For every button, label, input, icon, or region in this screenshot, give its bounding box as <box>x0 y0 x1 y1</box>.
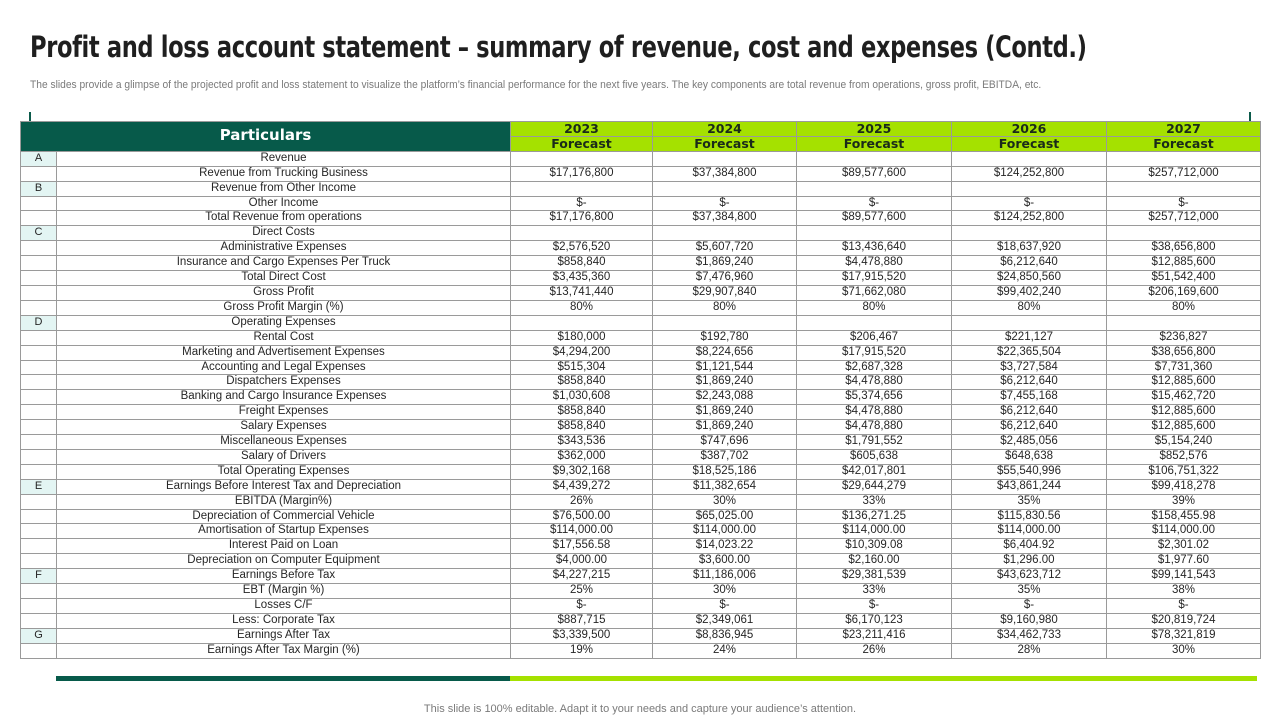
value-cell-2027: 80% <box>1107 300 1261 315</box>
section-letter <box>21 196 57 211</box>
value-cell-2027: $15,462,720 <box>1107 390 1261 405</box>
value-cell-2026: $43,861,244 <box>952 479 1107 494</box>
row-label: Revenue from Other Income <box>57 181 511 196</box>
value-cell-2026: $43,623,712 <box>952 569 1107 584</box>
value-cell-2024: $14,023.22 <box>653 539 797 554</box>
value-cell-2026 <box>952 226 1107 241</box>
value-cell-2023: $4,000.00 <box>511 554 653 569</box>
bottom-accent-bar-green <box>510 676 1257 681</box>
value-cell-2023: $3,435,360 <box>511 271 653 286</box>
value-cell-2024: $192,780 <box>653 330 797 345</box>
value-cell-2023: $17,556.58 <box>511 539 653 554</box>
value-cell-2025: $206,467 <box>797 330 952 345</box>
row-label: Direct Costs <box>57 226 511 241</box>
value-cell-2024: $2,349,061 <box>653 613 797 628</box>
value-cell-2025: 33% <box>797 584 952 599</box>
value-cell-2027: $236,827 <box>1107 330 1261 345</box>
section-letter <box>21 599 57 614</box>
value-cell-2025: $23,211,416 <box>797 628 952 643</box>
table-row <box>21 151 1261 166</box>
value-cell-2027: 30% <box>1107 643 1261 658</box>
row-label: Revenue <box>57 151 511 166</box>
value-cell-2024: $5,607,720 <box>653 241 797 256</box>
value-cell-2024: $114,000.00 <box>653 524 797 539</box>
row-label: Administrative Expenses <box>57 241 511 256</box>
table-row <box>21 509 1261 524</box>
value-cell-2023: $17,176,800 <box>511 211 653 226</box>
value-cell-2023: $114,000.00 <box>511 524 653 539</box>
section-letter <box>21 509 57 524</box>
value-cell-2027: 39% <box>1107 494 1261 509</box>
table-row <box>21 300 1261 315</box>
value-cell-2023: $76,500.00 <box>511 509 653 524</box>
row-label: Interest Paid on Loan <box>57 539 511 554</box>
section-letter <box>21 271 57 286</box>
value-cell-2027: $- <box>1107 599 1261 614</box>
section-letter <box>21 256 57 271</box>
table-row <box>21 345 1261 360</box>
section-letter <box>21 584 57 599</box>
value-cell-2027: $5,154,240 <box>1107 435 1261 450</box>
value-cell-2027: $1,977.60 <box>1107 554 1261 569</box>
table-row <box>21 539 1261 554</box>
value-cell-2023: $13,741,440 <box>511 285 653 300</box>
value-cell-2026: $34,462,733 <box>952 628 1107 643</box>
forecast-header: Forecast <box>653 136 797 151</box>
value-cell-2024: $1,869,240 <box>653 420 797 435</box>
value-cell-2023: $858,840 <box>511 405 653 420</box>
value-cell-2023: $858,840 <box>511 420 653 435</box>
value-cell-2026: 28% <box>952 643 1107 658</box>
value-cell-2027 <box>1107 315 1261 330</box>
table-row <box>21 420 1261 435</box>
table-row <box>21 271 1261 286</box>
value-cell-2024: $1,121,544 <box>653 360 797 375</box>
value-cell-2025: $2,687,328 <box>797 360 952 375</box>
value-cell-2023 <box>511 151 653 166</box>
row-label: Amortisation of Startup Expenses <box>57 524 511 539</box>
row-label: Total Operating Expenses <box>57 464 511 479</box>
value-cell-2025: $71,662,080 <box>797 285 952 300</box>
value-cell-2024: $1,869,240 <box>653 375 797 390</box>
value-cell-2027: $2,301.02 <box>1107 539 1261 554</box>
value-cell-2026: $55,540,996 <box>952 464 1107 479</box>
table-row <box>21 584 1261 599</box>
table-row <box>21 211 1261 226</box>
table-row <box>21 226 1261 241</box>
value-cell-2027: $257,712,000 <box>1107 211 1261 226</box>
value-cell-2024 <box>653 315 797 330</box>
table-row <box>21 375 1261 390</box>
value-cell-2025: $- <box>797 196 952 211</box>
value-cell-2023 <box>511 226 653 241</box>
section-letter <box>21 524 57 539</box>
value-cell-2025: $29,644,279 <box>797 479 952 494</box>
value-cell-2026: $24,850,560 <box>952 271 1107 286</box>
value-cell-2023: $2,576,520 <box>511 241 653 256</box>
value-cell-2027: $20,819,724 <box>1107 613 1261 628</box>
row-label: Dispatchers Expenses <box>57 375 511 390</box>
year-header-2027: 2027 <box>1107 122 1261 137</box>
value-cell-2026: $- <box>952 196 1107 211</box>
row-label: Marketing and Advertisement Expenses <box>57 345 511 360</box>
table-row <box>21 464 1261 479</box>
value-cell-2023: $343,536 <box>511 435 653 450</box>
value-cell-2027: $106,751,322 <box>1107 464 1261 479</box>
section-letter <box>21 420 57 435</box>
value-cell-2027: $78,321,819 <box>1107 628 1261 643</box>
value-cell-2025: $4,478,880 <box>797 405 952 420</box>
section-letter <box>21 449 57 464</box>
value-cell-2025 <box>797 315 952 330</box>
table-body <box>21 151 1261 658</box>
value-cell-2024: 30% <box>653 494 797 509</box>
value-cell-2025: $1,791,552 <box>797 435 952 450</box>
value-cell-2023: $9,302,168 <box>511 464 653 479</box>
value-cell-2027: $51,542,400 <box>1107 271 1261 286</box>
row-label: Operating Expenses <box>57 315 511 330</box>
value-cell-2027 <box>1107 181 1261 196</box>
value-cell-2026: $114,000.00 <box>952 524 1107 539</box>
table-row <box>21 256 1261 271</box>
value-cell-2025: $4,478,880 <box>797 375 952 390</box>
value-cell-2025: $114,000.00 <box>797 524 952 539</box>
row-label: EBT (Margin %) <box>57 584 511 599</box>
table-row <box>21 449 1261 464</box>
row-label: Accounting and Legal Expenses <box>57 360 511 375</box>
value-cell-2026: $6,404.92 <box>952 539 1107 554</box>
section-letter <box>21 643 57 658</box>
table-row <box>21 241 1261 256</box>
value-cell-2026: $648,638 <box>952 449 1107 464</box>
value-cell-2023: $858,840 <box>511 256 653 271</box>
value-cell-2027: $12,885,600 <box>1107 420 1261 435</box>
value-cell-2024: $11,186,006 <box>653 569 797 584</box>
value-cell-2026: $6,212,640 <box>952 420 1107 435</box>
value-cell-2026: $7,455,168 <box>952 390 1107 405</box>
slide-title: Profit and loss account statement – summary of revenue, cost and expenses (Contd.) <box>30 30 1087 64</box>
row-label: EBITDA (Margin%) <box>57 494 511 509</box>
value-cell-2026: $99,402,240 <box>952 285 1107 300</box>
section-letter <box>21 494 57 509</box>
value-cell-2023: $4,439,272 <box>511 479 653 494</box>
table-row <box>21 330 1261 345</box>
value-cell-2024: $1,869,240 <box>653 256 797 271</box>
section-letter: F <box>21 569 57 584</box>
value-cell-2025: $- <box>797 599 952 614</box>
value-cell-2023: $362,000 <box>511 449 653 464</box>
value-cell-2025 <box>797 151 952 166</box>
section-letter: C <box>21 226 57 241</box>
year-header-2026: 2026 <box>952 122 1107 137</box>
value-cell-2026 <box>952 181 1107 196</box>
value-cell-2023 <box>511 181 653 196</box>
value-cell-2027: $852,576 <box>1107 449 1261 464</box>
value-cell-2026: 80% <box>952 300 1107 315</box>
value-cell-2025: $4,478,880 <box>797 420 952 435</box>
value-cell-2024: $8,836,945 <box>653 628 797 643</box>
table-row <box>21 599 1261 614</box>
value-cell-2025: $17,915,520 <box>797 345 952 360</box>
bottom-accent-bar-dark <box>56 676 510 681</box>
value-cell-2026: $1,296.00 <box>952 554 1107 569</box>
value-cell-2027 <box>1107 226 1261 241</box>
value-cell-2026: $9,160,980 <box>952 613 1107 628</box>
value-cell-2026: $6,212,640 <box>952 405 1107 420</box>
section-letter <box>21 211 57 226</box>
slide-subtitle: The slides provide a glimpse of the projected profit and loss statement to visualize the platform’s financial performance for the next five years. The key components are total revenue from operations, gross profit, EBITDA, etc. <box>30 79 1042 91</box>
row-label: Gross Profit Margin (%) <box>57 300 511 315</box>
value-cell-2023: 80% <box>511 300 653 315</box>
value-cell-2025: $6,170,123 <box>797 613 952 628</box>
forecast-header: Forecast <box>797 136 952 151</box>
row-label: Losses C/F <box>57 599 511 614</box>
row-label: Banking and Cargo Insurance Expenses <box>57 390 511 405</box>
year-header-2024: 2024 <box>653 122 797 137</box>
value-cell-2023: 25% <box>511 584 653 599</box>
value-cell-2023: 26% <box>511 494 653 509</box>
value-cell-2024: $747,696 <box>653 435 797 450</box>
value-cell-2027: $99,141,543 <box>1107 569 1261 584</box>
forecast-header: Forecast <box>952 136 1107 151</box>
value-cell-2025: 33% <box>797 494 952 509</box>
table-row <box>21 569 1261 584</box>
value-cell-2023: 19% <box>511 643 653 658</box>
section-letter <box>21 241 57 256</box>
value-cell-2026: $3,727,584 <box>952 360 1107 375</box>
value-cell-2026 <box>952 315 1107 330</box>
value-cell-2025: $13,436,640 <box>797 241 952 256</box>
value-cell-2023: $180,000 <box>511 330 653 345</box>
value-cell-2024: $- <box>653 599 797 614</box>
value-cell-2025: $10,309.08 <box>797 539 952 554</box>
value-cell-2025: $605,638 <box>797 449 952 464</box>
forecast-header: Forecast <box>1107 136 1261 151</box>
section-letter <box>21 345 57 360</box>
value-cell-2024: $1,869,240 <box>653 405 797 420</box>
table-row <box>21 628 1261 643</box>
value-cell-2026: $115,830.56 <box>952 509 1107 524</box>
value-cell-2025: 26% <box>797 643 952 658</box>
value-cell-2026: $2,485,056 <box>952 435 1107 450</box>
section-letter <box>21 300 57 315</box>
value-cell-2026: 35% <box>952 584 1107 599</box>
value-cell-2026: 35% <box>952 494 1107 509</box>
value-cell-2023: $858,840 <box>511 375 653 390</box>
row-label: Total Revenue from operations <box>57 211 511 226</box>
table-row <box>21 479 1261 494</box>
value-cell-2027: $206,169,600 <box>1107 285 1261 300</box>
value-cell-2024: $65,025.00 <box>653 509 797 524</box>
value-cell-2025: $5,374,656 <box>797 390 952 405</box>
row-label: Earnings Before Interest Tax and Depreciation <box>57 479 511 494</box>
row-label: Freight Expenses <box>57 405 511 420</box>
value-cell-2024: $2,243,088 <box>653 390 797 405</box>
value-cell-2026: $6,212,640 <box>952 256 1107 271</box>
table-row <box>21 613 1261 628</box>
value-cell-2026 <box>952 151 1107 166</box>
row-label: Depreciation of Commercial Vehicle <box>57 509 511 524</box>
table-row <box>21 554 1261 569</box>
value-cell-2023: $1,030,608 <box>511 390 653 405</box>
section-letter <box>21 375 57 390</box>
section-letter: A <box>21 151 57 166</box>
particulars-header: Particulars <box>21 122 511 152</box>
value-cell-2027: $38,656,800 <box>1107 345 1261 360</box>
value-cell-2023: $4,294,200 <box>511 345 653 360</box>
row-label: Earnings Before Tax <box>57 569 511 584</box>
value-cell-2027: $12,885,600 <box>1107 375 1261 390</box>
value-cell-2023: $4,227,215 <box>511 569 653 584</box>
value-cell-2024: $37,384,800 <box>653 166 797 181</box>
row-label: Depreciation on Computer Equipment <box>57 554 511 569</box>
section-letter: G <box>21 628 57 643</box>
row-label: Gross Profit <box>57 285 511 300</box>
value-cell-2024: $37,384,800 <box>653 211 797 226</box>
section-letter: D <box>21 315 57 330</box>
row-label: Earnings After Tax Margin (%) <box>57 643 511 658</box>
value-cell-2025: $29,381,539 <box>797 569 952 584</box>
table-row <box>21 315 1261 330</box>
section-letter <box>21 330 57 345</box>
value-cell-2025: $136,271.25 <box>797 509 952 524</box>
profit-loss-table <box>20 121 1261 659</box>
section-letter <box>21 360 57 375</box>
row-label: Salary Expenses <box>57 420 511 435</box>
table-row <box>21 360 1261 375</box>
value-cell-2024: 30% <box>653 584 797 599</box>
row-label: Miscellaneous Expenses <box>57 435 511 450</box>
value-cell-2027: $99,418,278 <box>1107 479 1261 494</box>
row-label: Other Income <box>57 196 511 211</box>
value-cell-2025: $4,478,880 <box>797 256 952 271</box>
value-cell-2025 <box>797 226 952 241</box>
section-letter <box>21 435 57 450</box>
value-cell-2023: $3,339,500 <box>511 628 653 643</box>
value-cell-2024: $29,907,840 <box>653 285 797 300</box>
value-cell-2026: $22,365,504 <box>952 345 1107 360</box>
value-cell-2027: $257,712,000 <box>1107 166 1261 181</box>
year-header-2023: 2023 <box>511 122 653 137</box>
value-cell-2026: $18,637,920 <box>952 241 1107 256</box>
year-header-2025: 2025 <box>797 122 952 137</box>
forecast-header: Forecast <box>511 136 653 151</box>
value-cell-2024 <box>653 181 797 196</box>
section-letter <box>21 613 57 628</box>
row-label: Insurance and Cargo Expenses Per Truck <box>57 256 511 271</box>
value-cell-2026: $221,127 <box>952 330 1107 345</box>
row-label: Rental Cost <box>57 330 511 345</box>
table-row <box>21 643 1261 658</box>
value-cell-2024: 80% <box>653 300 797 315</box>
value-cell-2023: $887,715 <box>511 613 653 628</box>
table-row <box>21 435 1261 450</box>
row-label: Total Direct Cost <box>57 271 511 286</box>
table-row <box>21 524 1261 539</box>
value-cell-2024: $11,382,654 <box>653 479 797 494</box>
section-letter <box>21 539 57 554</box>
section-letter: B <box>21 181 57 196</box>
table-row <box>21 166 1261 181</box>
section-letter <box>21 464 57 479</box>
value-cell-2027: 38% <box>1107 584 1261 599</box>
value-cell-2026: $- <box>952 599 1107 614</box>
row-label: Salary of Drivers <box>57 449 511 464</box>
value-cell-2023 <box>511 315 653 330</box>
value-cell-2023: $- <box>511 196 653 211</box>
value-cell-2024: $3,600.00 <box>653 554 797 569</box>
value-cell-2024 <box>653 151 797 166</box>
value-cell-2027: $12,885,600 <box>1107 405 1261 420</box>
value-cell-2023: $17,176,800 <box>511 166 653 181</box>
value-cell-2024 <box>653 226 797 241</box>
section-letter <box>21 166 57 181</box>
section-letter <box>21 390 57 405</box>
section-letter: E <box>21 479 57 494</box>
value-cell-2026: $124,252,800 <box>952 211 1107 226</box>
row-label: Less: Corporate Tax <box>57 613 511 628</box>
value-cell-2025: $89,577,600 <box>797 166 952 181</box>
value-cell-2025: $89,577,600 <box>797 211 952 226</box>
table-row <box>21 494 1261 509</box>
value-cell-2024: $387,702 <box>653 449 797 464</box>
value-cell-2027: $- <box>1107 196 1261 211</box>
section-letter <box>21 554 57 569</box>
header-year-row <box>21 122 1261 137</box>
value-cell-2025: $17,915,520 <box>797 271 952 286</box>
value-cell-2027 <box>1107 151 1261 166</box>
value-cell-2023: $- <box>511 599 653 614</box>
value-cell-2027: $12,885,600 <box>1107 256 1261 271</box>
section-letter <box>21 405 57 420</box>
value-cell-2024: $18,525,186 <box>653 464 797 479</box>
footer-note: This slide is 100% editable. Adapt it to your needs and capture your audience’s attention. <box>423 703 857 715</box>
section-letter <box>21 285 57 300</box>
table-row <box>21 181 1261 196</box>
value-cell-2024: $- <box>653 196 797 211</box>
value-cell-2026: $124,252,800 <box>952 166 1107 181</box>
row-label: Revenue from Trucking Business <box>57 166 511 181</box>
value-cell-2025: 80% <box>797 300 952 315</box>
value-cell-2025: $2,160.00 <box>797 554 952 569</box>
table-row <box>21 285 1261 300</box>
table-row <box>21 196 1261 211</box>
row-label: Earnings After Tax <box>57 628 511 643</box>
value-cell-2024: 24% <box>653 643 797 658</box>
value-cell-2027: $7,731,360 <box>1107 360 1261 375</box>
value-cell-2027: $114,000.00 <box>1107 524 1261 539</box>
value-cell-2026: $6,212,640 <box>952 375 1107 390</box>
value-cell-2024: $8,224,656 <box>653 345 797 360</box>
value-cell-2025: $42,017,801 <box>797 464 952 479</box>
value-cell-2023: $515,304 <box>511 360 653 375</box>
value-cell-2024: $7,476,960 <box>653 271 797 286</box>
value-cell-2027: $158,455.98 <box>1107 509 1261 524</box>
table-row <box>21 405 1261 420</box>
table-row <box>21 390 1261 405</box>
value-cell-2025 <box>797 181 952 196</box>
value-cell-2027: $38,656,800 <box>1107 241 1261 256</box>
